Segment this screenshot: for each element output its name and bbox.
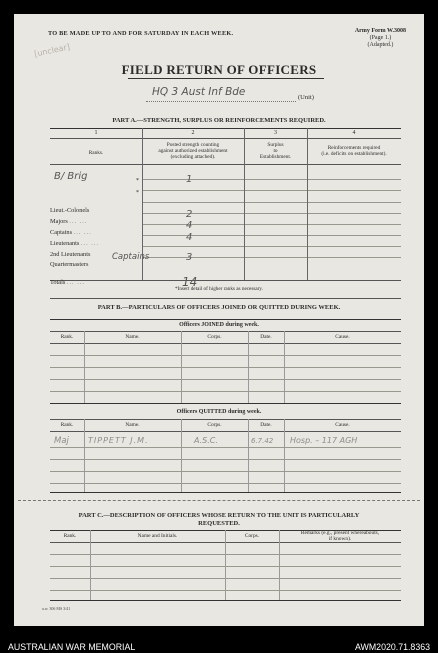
form-number: Army Form W.3008 xyxy=(354,28,406,34)
posted-quartermasters: 3 xyxy=(186,252,193,263)
part-c-heading-l1: PART C.—DESCRIPTION OF OFFICERS WHOSE RETURN TO THE UNIT IS PARTICULARLY xyxy=(78,512,360,519)
part-c-col-corps: Corps. xyxy=(244,533,260,539)
col-head-surplus-l2: to xyxy=(273,148,278,154)
unit-dotted-line xyxy=(146,101,296,102)
col-divider xyxy=(225,530,226,600)
rank-handwritten-captains: Captains xyxy=(112,252,150,262)
joined-top-rule xyxy=(50,319,401,320)
row-line xyxy=(142,224,401,225)
rank-majors: Majors xyxy=(50,218,68,225)
part-c-col-rank: Rank. xyxy=(63,533,77,539)
quitted-title: Officers QUITTED during week. xyxy=(176,409,262,415)
rank-captains: Captains xyxy=(50,229,73,236)
col-divider xyxy=(284,331,285,403)
col-divider xyxy=(244,128,245,280)
row-line xyxy=(142,235,401,236)
part-a-header-rule xyxy=(50,164,401,165)
rank-asterisk: * xyxy=(136,178,139,184)
posted-totals: 14 xyxy=(182,275,198,289)
credit-accession-number: AWM2020.71.8363 xyxy=(355,642,430,652)
quitted-name: TIPPETT J.M. xyxy=(88,436,149,445)
col-num-1: 1 xyxy=(94,130,98,136)
joined-col-corps: Corps. xyxy=(207,334,222,340)
row-line xyxy=(142,257,401,258)
form-number-block xyxy=(355,28,406,49)
col-head-posted-l3: (excluding attached). xyxy=(170,154,216,160)
unit-label: (Unit) xyxy=(298,94,314,101)
row-line xyxy=(142,213,401,214)
rank-lieutenants: Lieutenants xyxy=(50,240,80,247)
joined-col-cause: Cause. xyxy=(335,334,350,340)
part-a-heading: PART A.—STRENGTH, SURPLUS OR REINFORCEMENTS REQUIRED. xyxy=(112,117,326,124)
col-divider xyxy=(248,419,249,492)
print-code: a.w. 306 MS 3/41 xyxy=(42,606,71,611)
quitted-col-corps: Corps. xyxy=(207,422,222,428)
rank-label: Captains ... ... xyxy=(50,229,92,236)
part-c-col-name: Name and Initials. xyxy=(137,533,178,539)
col-divider xyxy=(279,530,280,600)
row-line xyxy=(50,447,401,448)
perforation-line xyxy=(18,500,420,501)
col-head-surplus xyxy=(244,142,307,160)
quitted-cause: Hosp. – 117 AGH xyxy=(290,436,358,445)
part-a-footnote: *Insert detail of higher ranks as necessary. xyxy=(175,286,263,292)
form-sheet xyxy=(14,14,424,626)
quitted-title-rule xyxy=(50,419,401,420)
rank-2nd-lieutenants: 2nd Lieutenants xyxy=(50,251,91,258)
col-divider xyxy=(84,331,85,403)
col-head-reinf-l1: Reinforcements required xyxy=(327,145,381,151)
row-line xyxy=(50,459,401,460)
quitted-col-date: Date. xyxy=(260,422,272,428)
instruction-header: TO BE MADE UP TO AND FOR SATURDAY IN EACH WEEK. xyxy=(48,30,234,37)
quitted-header-rule xyxy=(50,431,401,432)
part-c-heading xyxy=(14,512,424,528)
row-line xyxy=(142,190,401,191)
col-head-posted xyxy=(142,142,244,160)
credit-institution: AUSTRALIAN WAR MEMORIAL xyxy=(8,642,136,652)
quitted-bottom-rule xyxy=(50,492,401,493)
col-divider xyxy=(90,530,91,600)
col-divider xyxy=(248,331,249,403)
row-line xyxy=(50,471,401,472)
joined-title: Officers JOINED during week. xyxy=(179,322,259,328)
quitted-col-cause: Cause. xyxy=(335,422,350,428)
col-head-reinforcements xyxy=(307,145,401,157)
rank-totals: Totals xyxy=(50,279,66,286)
form-page: (Page 1.) xyxy=(369,35,392,41)
joined-col-rank: Rank. xyxy=(60,334,74,340)
part-b-top-rule xyxy=(50,298,401,299)
posted-brig: 1 xyxy=(186,174,193,185)
col-num-4: 4 xyxy=(352,130,356,136)
rank-asterisk: * xyxy=(136,190,139,196)
col-head-surplus-l3: Establishment. xyxy=(259,154,292,160)
row-line xyxy=(50,379,401,380)
rank-label xyxy=(50,261,88,268)
joined-bottom-rule xyxy=(50,403,401,404)
row-line xyxy=(142,246,401,247)
row-line xyxy=(50,367,401,368)
quitted-col-rank: Rank. xyxy=(60,422,74,428)
form-adapted: (Adapted.) xyxy=(367,42,394,48)
part-c-heading-l2: REQUESTED. xyxy=(198,520,240,527)
quitted-corps: A.S.C. xyxy=(194,436,218,445)
col-divider xyxy=(307,128,308,280)
rank-quartermasters: Quartermasters xyxy=(50,261,89,268)
posted-lieutenants: 4 xyxy=(186,232,193,243)
col-head-ranks: Ranks. xyxy=(88,150,104,156)
row-line xyxy=(50,391,401,392)
col-head-surplus-l1: Surplus xyxy=(267,142,284,148)
col-divider xyxy=(84,419,85,492)
joined-col-date: Date. xyxy=(260,334,272,340)
form-title: FIELD RETURN OF OFFICERS xyxy=(121,62,317,77)
part-c-col-remarks-l2: if known). xyxy=(328,536,352,542)
part-c-col-remarks xyxy=(279,530,401,542)
quitted-rank: Maj xyxy=(54,436,69,446)
quitted-date: 6.7.42 xyxy=(251,437,274,445)
part-c-col-remarks-l1: Remarks (e.g., present whereabouts, xyxy=(300,530,380,536)
part-c-bottom-rule xyxy=(50,600,401,601)
part-a-top-rule xyxy=(50,128,401,129)
pencil-annotation: [unclear] xyxy=(33,42,71,59)
joined-header-rule xyxy=(50,343,401,344)
col-divider xyxy=(181,331,182,403)
col-num-2: 2 xyxy=(191,130,195,136)
rank-handwritten-brig: B/ Brig xyxy=(54,171,88,182)
posted-majors: 2 xyxy=(186,209,193,220)
col-divider xyxy=(181,419,182,492)
part-a-bottom-rule xyxy=(50,280,401,281)
posted-captains: 4 xyxy=(186,220,193,231)
rank-label xyxy=(50,207,89,214)
part-b-heading: PART B.—PARTICULARS OF OFFICERS JOINED OR QUITTED DURING WEEK. xyxy=(97,304,341,311)
unit-handwritten: HQ 3 Aust Inf Bde xyxy=(152,86,246,98)
col-head-reinf-l2: (i.e. deficits on establishment). xyxy=(321,151,387,157)
col-head-posted-l1: Posted strength counting xyxy=(166,142,220,148)
joined-title-rule xyxy=(50,331,401,332)
row-line xyxy=(142,179,401,180)
col-head-posted-l2: against authorized establishment xyxy=(158,148,228,154)
rank-label xyxy=(50,251,90,258)
row-line xyxy=(142,202,401,203)
rank-label: Lieutenants ... ... xyxy=(50,240,99,247)
rank-label: Majors ... ... xyxy=(50,218,88,225)
col-num-3: 3 xyxy=(274,130,277,136)
rank-label: Totals ... ... xyxy=(50,279,85,286)
part-a-num-rule xyxy=(50,138,401,139)
joined-col-name: Name. xyxy=(125,334,140,340)
row-line xyxy=(50,483,401,484)
col-divider xyxy=(284,419,285,492)
quitted-col-name: Name. xyxy=(125,422,140,428)
rank-lieut-colonels: Lieut.-Colonels xyxy=(50,207,90,214)
title-underline xyxy=(128,78,324,79)
row-line xyxy=(50,355,401,356)
